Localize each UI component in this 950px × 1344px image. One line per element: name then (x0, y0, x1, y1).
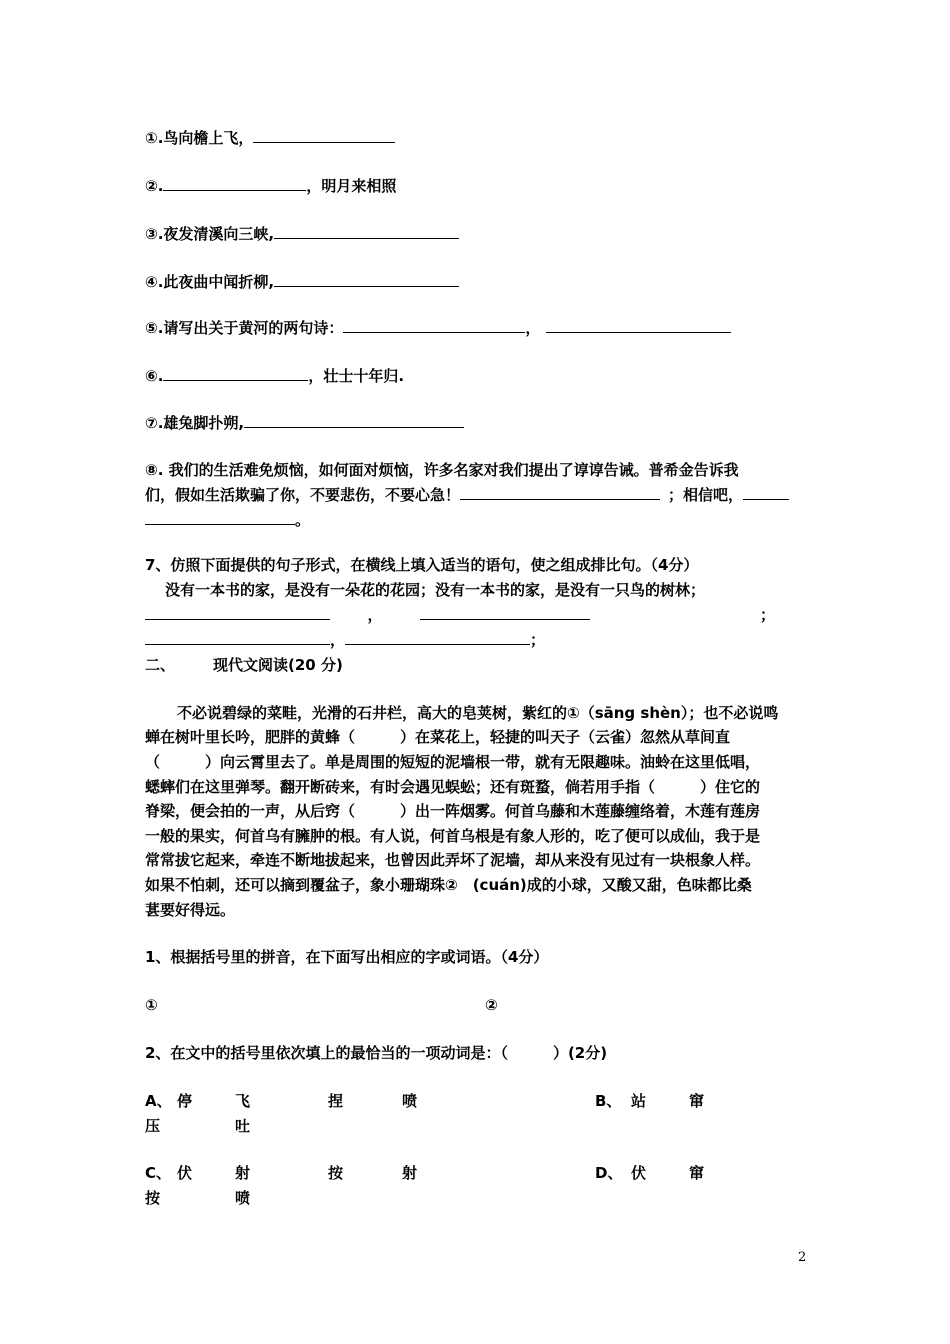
option-d-word: 窜 (689, 1164, 705, 1182)
option-d-word: 按 (145, 1189, 161, 1207)
answer-blank[interactable] (343, 318, 525, 333)
option-a-label[interactable]: A、 (145, 1092, 172, 1110)
page-number: 2 (798, 1250, 807, 1265)
answer-blank[interactable] (163, 366, 308, 381)
question-1: 1、根据括号里的拼音，在下面写出相应的字或词语。（4分） (145, 948, 549, 966)
option-d-word: 喷 (235, 1189, 251, 1207)
poem-q8-line2: 们，假如生活欺骗了你，不要悲伤，不要心急！ ；相信吧， (145, 485, 789, 505)
q7-blanks-row2: ， ； (145, 630, 545, 650)
passage-line: 一般的果实，何首乌有臃肿的根。有人说，何首乌根是有象人形的，吃了便可以成仙，我于是 (145, 827, 761, 845)
option-c-word: 射 (402, 1164, 418, 1182)
answer-blank[interactable] (546, 318, 731, 333)
q7-example: 没有一本书的家，是没有一朵花的花园；没有一本书的家，是没有一只鸟的树林； (165, 581, 706, 599)
answer-blank[interactable] (145, 630, 330, 645)
answer-blank[interactable] (743, 485, 789, 500)
answer-blank[interactable] (345, 630, 530, 645)
answer-blank[interactable] (244, 413, 464, 428)
answer-blank[interactable] (274, 272, 459, 287)
passage-line: 葚要好得远。 (145, 901, 236, 919)
question-2: 2、在文中的括号里依次填上的最恰当的一项动词是：（ ）(2分) (145, 1044, 608, 1062)
answer-blank[interactable] (420, 605, 590, 620)
poem-q4: ④.此夜曲中闻折柳, (145, 272, 459, 292)
option-d-word: 伏 (631, 1164, 647, 1182)
option-b-word: 吐 (235, 1117, 251, 1135)
answer-blank[interactable] (145, 510, 295, 525)
option-b-label[interactable]: B、 (595, 1092, 622, 1110)
passage-line: 常常拔它起来，牵连不断地拔起来，也曾因此弄坏了泥墙，却从来没有见过有一块根象人样。 (145, 851, 761, 869)
answer-blank[interactable] (460, 485, 660, 500)
option-c-word: 伏 (177, 1164, 193, 1182)
option-d-label[interactable]: D、 (595, 1164, 623, 1182)
option-a-word: 喷 (402, 1092, 418, 1110)
question-1-answer-b: ② (485, 996, 498, 1014)
option-b-word: 压 (145, 1117, 161, 1135)
section2-heading: 二、 现代文阅读(20 分) (145, 656, 343, 674)
poem-q3: ③.夜发清溪向三峡, (145, 224, 459, 244)
option-b-word: 窜 (689, 1092, 705, 1110)
answer-blank[interactable] (163, 176, 306, 191)
answer-blank[interactable] (253, 128, 395, 143)
poem-q7: ⑦.雄兔脚扑朔, (145, 413, 464, 433)
answer-blank[interactable] (274, 224, 459, 239)
passage-line: （ ）向云霄里去了。单是周围的短短的泥墙根一带，就有无限趣味。油蛉在这里低唱， (145, 753, 761, 771)
answer-blank[interactable] (145, 605, 330, 620)
poem-q2: ②. ，明月来相照 (145, 177, 397, 195)
poem-q8-line3: 。 (145, 510, 310, 530)
option-a-word: 停 (177, 1092, 193, 1110)
option-c-word: 按 (328, 1164, 344, 1182)
option-b-word: 站 (631, 1092, 647, 1110)
passage-line: 蟋蟀们在这里弹琴。翻开断砖来，有时会遇见蜈蚣；还有斑蝥，倘若用手指（ ）住它的 (145, 778, 761, 796)
poem-q5: ⑤.请写出关于黄河的两句诗： ， (145, 318, 731, 338)
passage-line: 蝉在树叶里长吟，肥胖的黄蜂（ ）在菜花上，轻捷的叫天子（云雀）忽然从草间直 (145, 728, 731, 746)
option-a-word: 飞 (235, 1092, 251, 1110)
q7-title: 7、仿照下面提供的句子形式，在横线上填入适当的语句，使之组成排比句。（4分） (145, 556, 699, 574)
passage-line: 不必说碧绿的菜畦，光滑的石井栏，高大的皂荚树，紫红的①（sāng shèn）；也不必说鸣 (177, 704, 779, 722)
passage-line: 脊梁，便会拍的一声，从后窍（ ）出一阵烟雾。何首乌藤和木莲藤缠络着，木莲有莲房 (145, 802, 761, 820)
option-a-word: 捏 (328, 1092, 344, 1110)
poem-q6: ⑥. ，壮士十年归. (145, 367, 405, 385)
poem-q8-line1: ⑧. 我们的生活难免烦恼，如何面对烦恼，许多名家对我们提出了谆谆告诫。普希金告诉我 (145, 461, 739, 479)
q7-blanks-row1: ， ； (145, 605, 775, 625)
passage-line: 如果不怕刺，还可以摘到覆盆子，象小珊瑚珠② (cuán)成的小球，又酸又甜，色味都比桑 (145, 876, 752, 894)
option-c-word: 射 (235, 1164, 251, 1182)
poem-q1: ①.鸟向檐上飞， (145, 128, 395, 148)
question-1-answer-a: ① (145, 996, 158, 1014)
option-c-label[interactable]: C、 (145, 1164, 172, 1182)
